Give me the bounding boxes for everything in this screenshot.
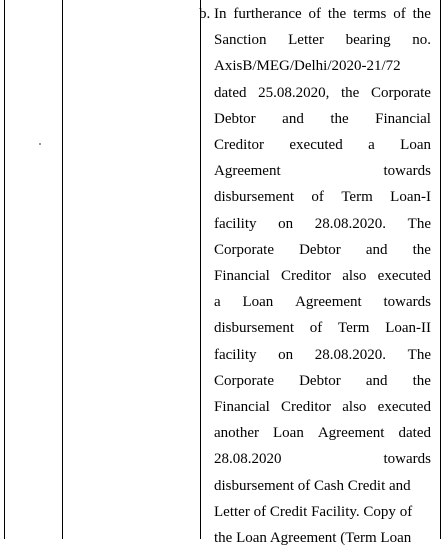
text-line xyxy=(214,421,431,446)
word: Financial xyxy=(214,268,270,284)
word: also xyxy=(342,268,367,284)
word: Term xyxy=(338,320,370,337)
word: 28.08.2020 xyxy=(214,451,282,468)
text-line xyxy=(214,369,431,394)
word: (Term xyxy=(340,530,377,546)
word: on xyxy=(278,215,294,232)
word: Debtor xyxy=(214,110,256,127)
word: Loan xyxy=(273,425,304,442)
table-border-left xyxy=(4,0,5,539)
table-border-right xyxy=(440,0,441,539)
word: executed xyxy=(377,268,431,284)
text-line xyxy=(214,2,431,27)
word: of xyxy=(297,477,311,494)
word: the xyxy=(412,6,431,22)
word: a xyxy=(368,137,375,153)
text-line xyxy=(214,238,431,263)
text-line xyxy=(214,290,431,315)
word: 28.08.2020. xyxy=(314,215,387,232)
text-line xyxy=(214,107,431,132)
word: Term xyxy=(341,189,373,206)
word: also xyxy=(342,399,367,415)
word: of xyxy=(308,6,322,22)
word: the xyxy=(412,372,431,389)
word: 25.08.2020, xyxy=(258,84,330,101)
word: executed xyxy=(289,137,343,153)
word: and xyxy=(365,241,388,258)
word: a xyxy=(214,294,221,311)
word: Corporate xyxy=(214,241,274,258)
word: and xyxy=(365,372,388,389)
scan-speck xyxy=(39,143,41,145)
word: Creditor xyxy=(214,137,264,153)
word: Corporate xyxy=(370,84,431,101)
text-line xyxy=(214,185,431,210)
word: Loan xyxy=(236,530,267,546)
word: dated xyxy=(398,425,431,442)
word: Letter xyxy=(214,503,250,520)
text-line xyxy=(214,81,431,106)
word: Facility. xyxy=(311,503,360,520)
word: Credit xyxy=(269,503,308,520)
word: Loan xyxy=(400,137,431,153)
word: disbursement xyxy=(214,477,294,494)
word: The xyxy=(407,346,431,363)
word: the xyxy=(330,110,349,127)
word: Financial xyxy=(375,110,431,127)
word: towards xyxy=(383,451,431,468)
word: Agreement xyxy=(295,294,362,311)
word: executed xyxy=(377,399,431,415)
word: Credit xyxy=(347,477,386,494)
word: and xyxy=(282,110,304,127)
text-line xyxy=(214,316,431,341)
word: Loan xyxy=(380,530,412,546)
text-line xyxy=(214,500,412,525)
word: of xyxy=(311,189,324,206)
table-column-divider-1 xyxy=(62,0,63,539)
word: the xyxy=(412,241,431,258)
word: terms xyxy=(353,6,387,22)
word: no. xyxy=(412,32,431,49)
word: disbursement xyxy=(214,189,294,206)
word: towards xyxy=(383,163,431,180)
word: Agreement xyxy=(317,425,385,442)
text-line xyxy=(214,159,431,184)
word: The xyxy=(407,215,431,232)
word: Corporate xyxy=(214,372,274,389)
word: disbursement xyxy=(214,320,294,337)
word: In xyxy=(214,6,227,22)
word: the xyxy=(341,84,360,101)
word: another xyxy=(214,425,259,442)
word: furtherance xyxy=(233,6,302,22)
text-line xyxy=(214,133,431,158)
word: 28.08.2020. xyxy=(314,346,387,363)
word: Debtor xyxy=(299,241,341,258)
word: of xyxy=(399,503,413,520)
word: towards xyxy=(383,294,431,311)
word: Agreement xyxy=(214,163,281,180)
word: the xyxy=(214,530,233,546)
word: Financial xyxy=(214,399,270,415)
word: Agreement xyxy=(269,530,337,546)
word: of xyxy=(309,320,323,337)
word: bearing xyxy=(345,32,391,49)
word: of xyxy=(393,6,406,22)
word: Creditor xyxy=(281,399,332,415)
text-line xyxy=(214,447,431,472)
word: dated xyxy=(214,84,247,101)
word: Loan xyxy=(242,294,274,311)
word: Loan-I xyxy=(390,189,431,206)
text-line xyxy=(214,474,411,499)
text-line xyxy=(214,395,431,420)
word: Creditor xyxy=(281,268,332,284)
word: and xyxy=(389,477,411,494)
text-line xyxy=(214,28,431,53)
word: Cash xyxy=(314,477,344,494)
text-line xyxy=(214,212,431,237)
word: AxisB/MEG/Delhi/2020-21/72 xyxy=(214,58,401,75)
text-line xyxy=(214,264,431,289)
table-column-divider-2 xyxy=(200,0,201,539)
word: the xyxy=(327,6,347,22)
text-line xyxy=(214,343,431,368)
word: facility xyxy=(214,215,257,232)
word: Sanction xyxy=(214,32,267,49)
word: Debtor xyxy=(299,372,341,389)
item-label: b. xyxy=(199,6,211,22)
text-line xyxy=(214,54,401,79)
word: Letter xyxy=(288,32,324,49)
word: Loan-II xyxy=(385,320,431,337)
word: of xyxy=(253,503,267,520)
word: on xyxy=(278,346,294,363)
word: facility xyxy=(214,346,257,363)
word: Copy xyxy=(363,503,396,520)
